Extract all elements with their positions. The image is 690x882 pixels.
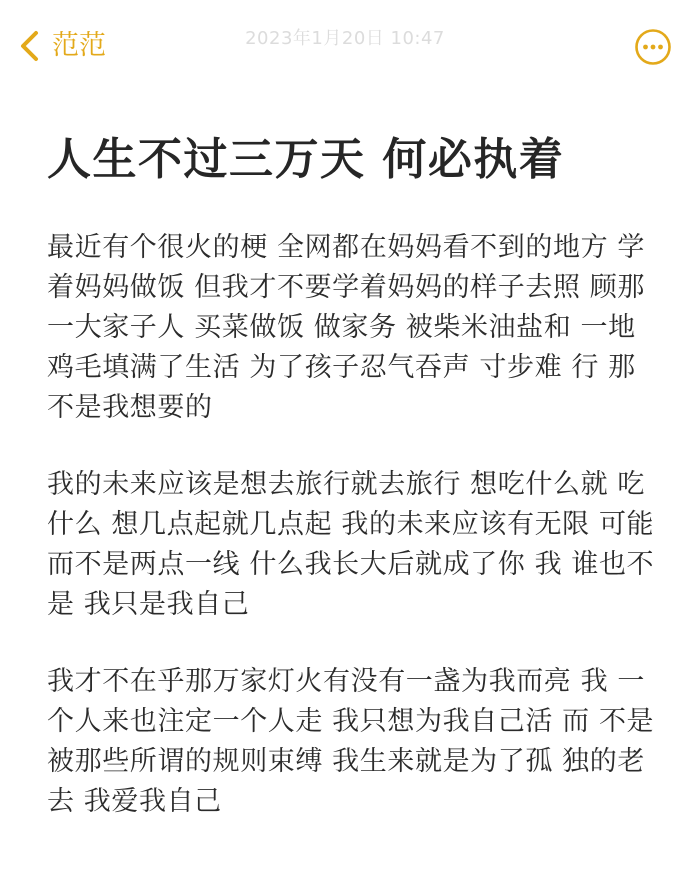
note-paragraph: 我的未来应该是想去旅行就去旅行 想吃什么就 吃什么 想几点起就几点起 我的未来应该有无限 可能 而不是两点一线 什么我长大后就成了你 我 谁也不是 我只是我自己 (47, 469, 655, 620)
top-bar (0, 0, 690, 90)
note-paragraph: 最近有个很火的梗 全网都在妈妈看不到的地方 学着妈妈做饭 但我才不要学着妈妈的样子去照 顾那一大家子人 买菜做饭 做家务 被柴米油盐和 一地鸡毛填满了生活 为了孩子忍气吞声 寸步难 行 那不是我想要的 (47, 232, 645, 423)
note-body[interactable] (47, 228, 657, 859)
back-label: 范范 (52, 30, 106, 61)
note-timestamp: 2023年1月20日 10:47 (245, 28, 445, 49)
more-options-icon[interactable] (634, 28, 672, 66)
note-title: 人生不过三万天 何必执着 (47, 134, 565, 185)
note-paragraph: 我才不在乎那万家灯火有没有一盏为我而亮 我 一个人来也注定一个人走 我只想为我自己活 而 不是被那些所谓的规则束缚 我生来就是为了孤 独的老去 我爱我自己 (47, 666, 655, 817)
